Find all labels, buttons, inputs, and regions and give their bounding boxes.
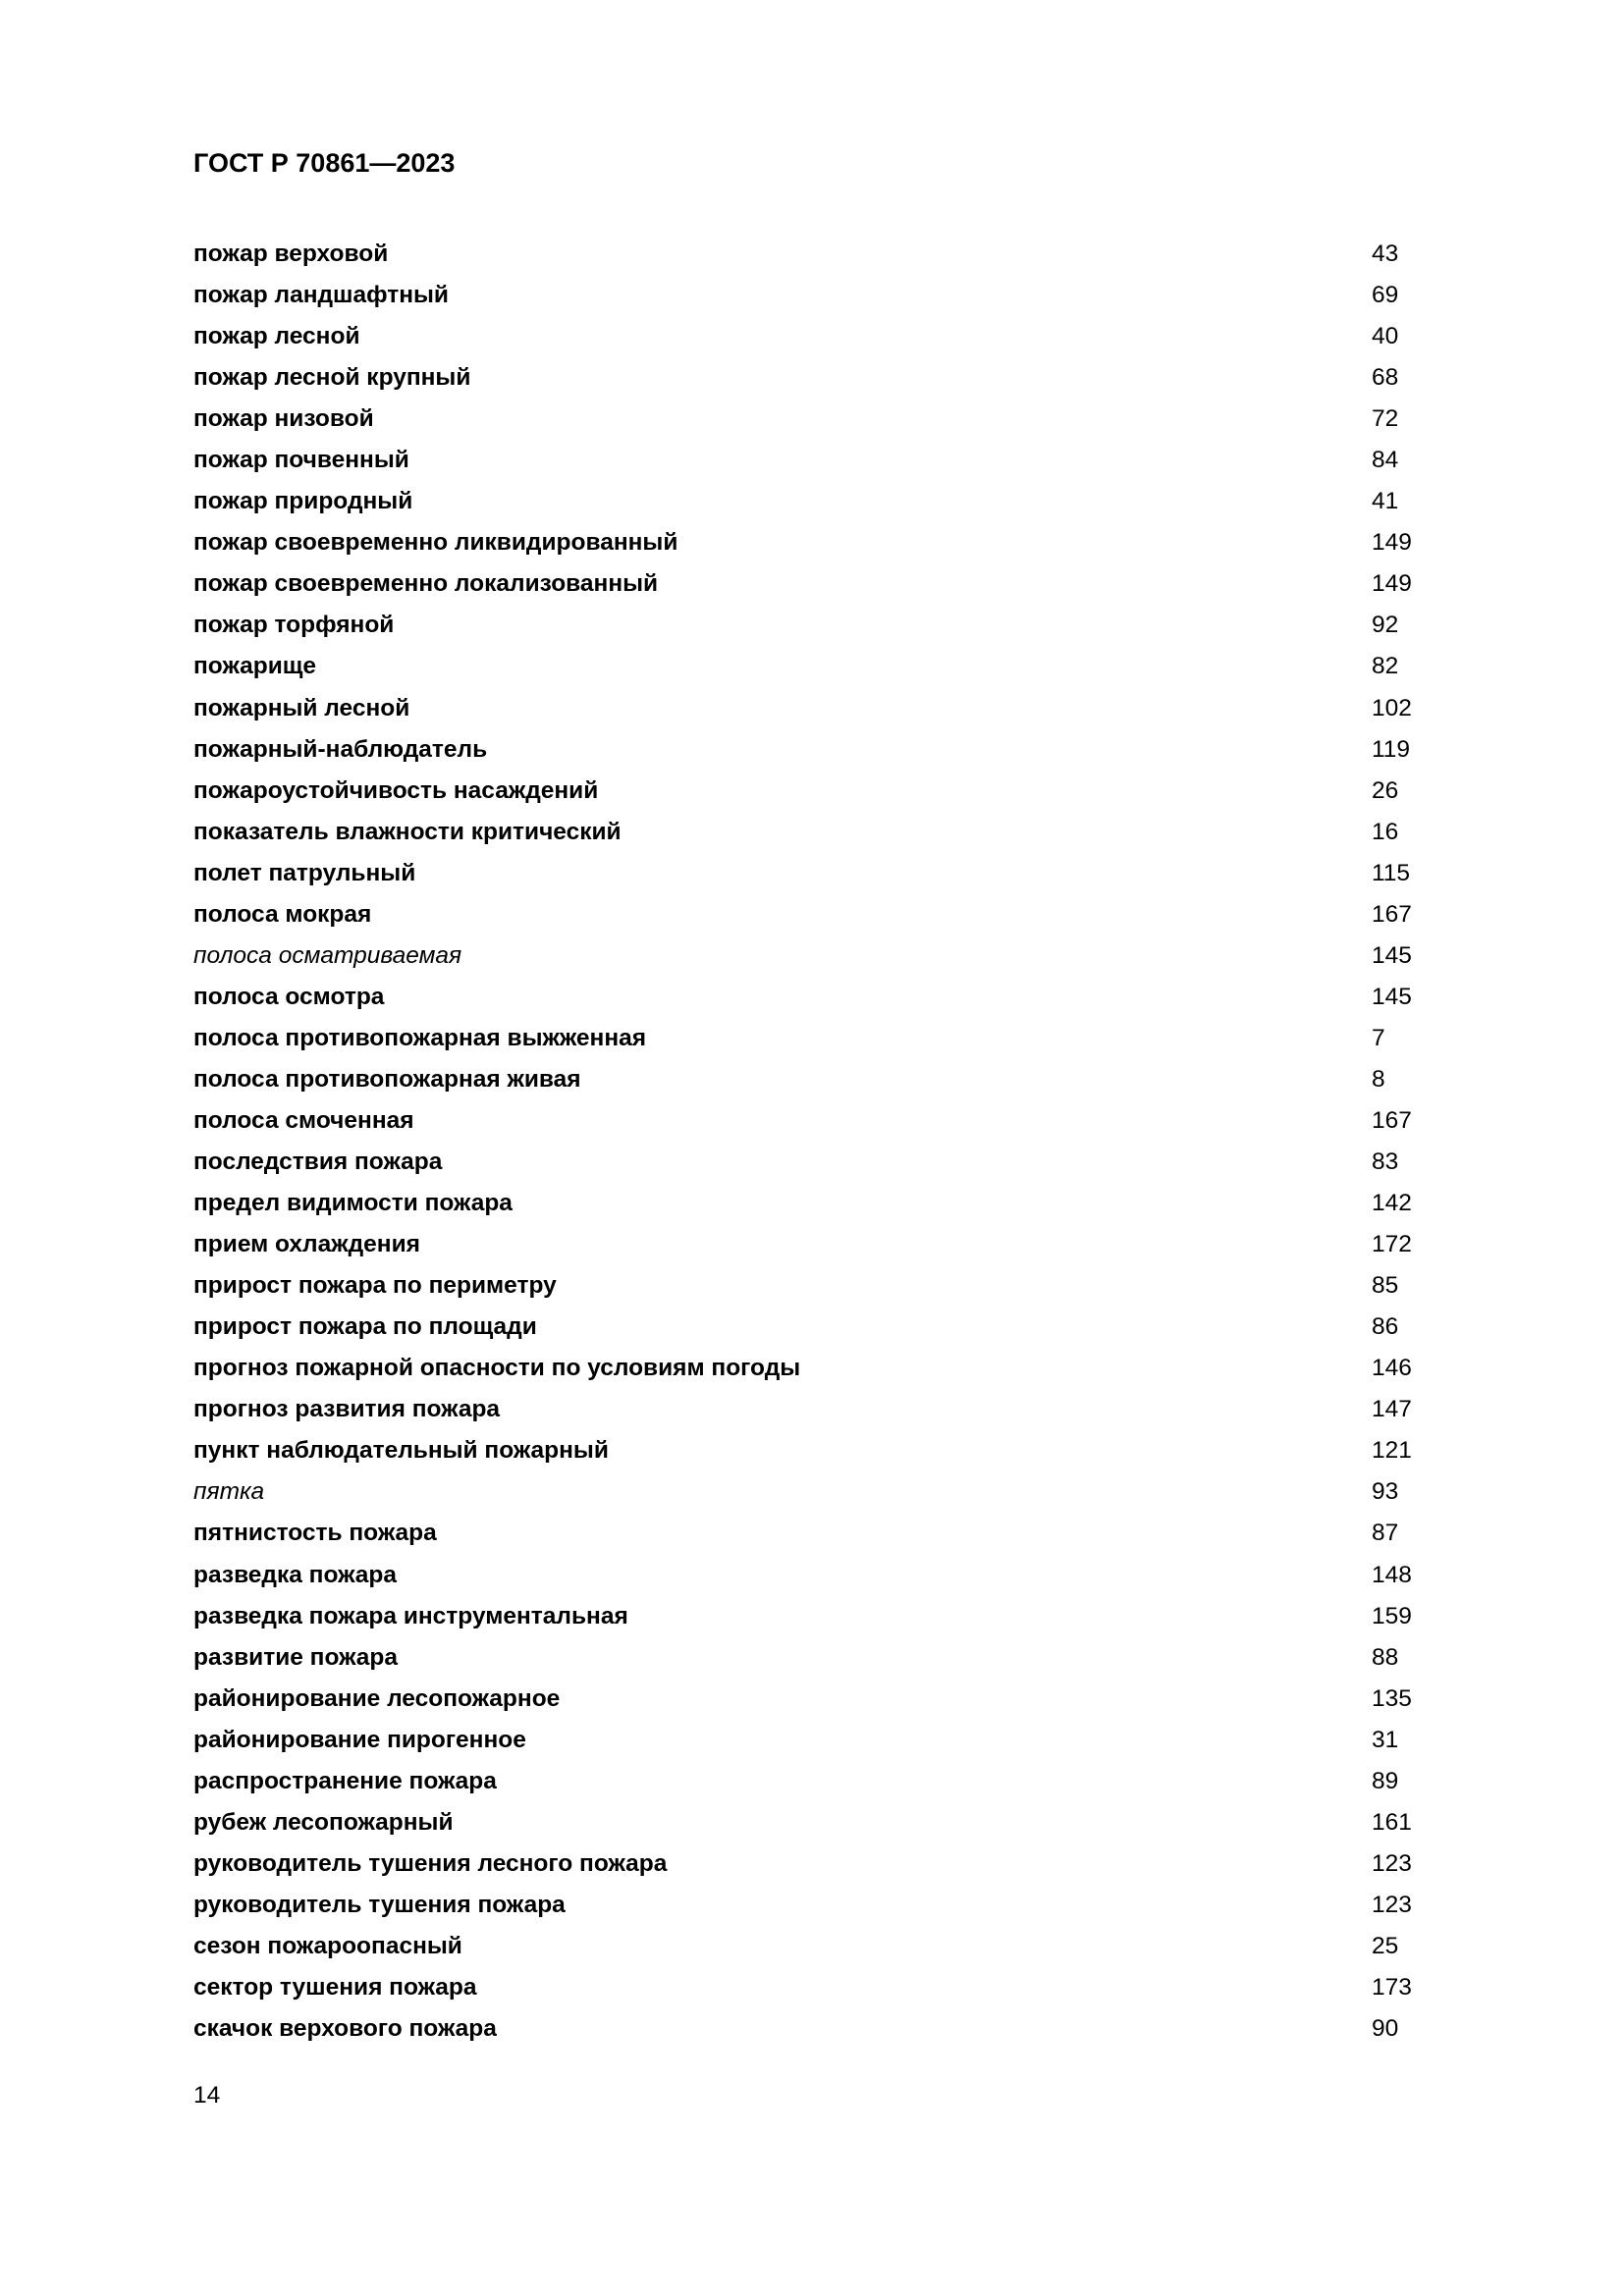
index-row xyxy=(193,935,1431,977)
index-row xyxy=(193,688,1431,729)
index-term: пожарище xyxy=(193,653,317,680)
index-row xyxy=(193,853,1431,894)
index-term-number: 85 xyxy=(1372,1272,1399,1300)
index-term: разведка пожара xyxy=(193,1561,398,1588)
index-term-number: 83 xyxy=(1372,1148,1399,1176)
index-term: последствия пожара xyxy=(193,1148,443,1176)
index-term: районирование пирогенное xyxy=(193,1726,526,1753)
index-row xyxy=(193,1018,1431,1059)
index-term-number: 90 xyxy=(1372,2015,1399,2043)
index-term-number: 148 xyxy=(1372,1561,1412,1588)
index-row xyxy=(193,605,1431,646)
index-term: сектор тушения пожара xyxy=(193,1973,477,2001)
index-term-number: 68 xyxy=(1372,364,1399,392)
index-term: прогноз пожарной опасности по условиям погоды xyxy=(193,1355,801,1382)
index-row xyxy=(193,1142,1431,1183)
index-row xyxy=(193,977,1431,1018)
index-term-number: 89 xyxy=(1372,1767,1399,1794)
index-term-number: 147 xyxy=(1372,1396,1412,1423)
index-term: пожар ландшафтный xyxy=(193,282,449,309)
index-term: предел видимости пожара xyxy=(193,1190,513,1217)
index-term: пожар своевременно локализованный xyxy=(193,570,659,598)
index-row xyxy=(193,1596,1431,1637)
index-term: сезон пожароопасный xyxy=(193,1932,462,1959)
index-row xyxy=(193,563,1431,605)
index-term-number: 145 xyxy=(1372,941,1412,969)
index-term-number: 167 xyxy=(1372,900,1412,928)
index-row xyxy=(193,1389,1431,1430)
index-row xyxy=(193,1967,1431,2008)
index-term: пожар лесной xyxy=(193,323,360,350)
index-term-number: 8 xyxy=(1372,1065,1385,1093)
index-term-number: 43 xyxy=(1372,240,1399,267)
index-term: развитие пожара xyxy=(193,1643,399,1671)
index-term-number: 119 xyxy=(1372,735,1411,763)
index-term-number: 149 xyxy=(1372,529,1412,557)
index-row xyxy=(193,812,1431,853)
index-term-number: 161 xyxy=(1372,1808,1412,1836)
index-row xyxy=(193,1513,1431,1554)
index-term-number: 102 xyxy=(1372,694,1412,721)
index-row xyxy=(193,1555,1431,1596)
index-row xyxy=(193,771,1431,812)
index-row xyxy=(193,1843,1431,1885)
index-term: разведка пожара инструментальная xyxy=(193,1602,628,1629)
index-row xyxy=(193,1224,1431,1265)
index-term-number: 69 xyxy=(1372,282,1399,309)
index-term-number: 159 xyxy=(1372,1602,1412,1629)
index-term-number: 72 xyxy=(1372,405,1399,433)
index-term: прием охлаждения xyxy=(193,1231,420,1258)
index-term-number: 142 xyxy=(1372,1190,1412,1217)
index-term: полет патрульный xyxy=(193,859,416,886)
index-term: прирост пожара по периметру xyxy=(193,1272,557,1300)
index-row xyxy=(193,1637,1431,1679)
index-row xyxy=(193,1100,1431,1142)
index-row xyxy=(193,1183,1431,1224)
index-term-number: 167 xyxy=(1372,1106,1412,1134)
index-term-number: 121 xyxy=(1372,1437,1412,1465)
index-term-number: 16 xyxy=(1372,818,1399,845)
document-header: ГОСТ Р 70861—2023 xyxy=(193,148,456,178)
index-term-number: 123 xyxy=(1372,1891,1412,1918)
index-row xyxy=(193,1471,1431,1513)
index-term-number: 173 xyxy=(1372,1973,1412,2001)
index-term-number: 7 xyxy=(1372,1024,1385,1051)
index-term: полоса противопожарная живая xyxy=(193,1065,581,1093)
index-term-number: 93 xyxy=(1372,1478,1399,1506)
index-row xyxy=(193,1885,1431,1926)
index-row xyxy=(193,1307,1431,1348)
index-term: пожар лесной крупный xyxy=(193,364,471,392)
page-number: 14 xyxy=(193,2082,221,2109)
index-term-number: 40 xyxy=(1372,323,1399,350)
index-term: показатель влажности критический xyxy=(193,818,622,845)
index-term: прогноз развития пожара xyxy=(193,1396,501,1423)
index-term: рубеж лесопожарный xyxy=(193,1808,454,1836)
index-row xyxy=(193,481,1431,522)
index-term: пожароустойчивость насаждений xyxy=(193,776,599,804)
index-row xyxy=(193,646,1431,687)
index-term-number: 135 xyxy=(1372,1684,1412,1712)
index-term: пожар почвенный xyxy=(193,447,409,474)
index-row xyxy=(193,1348,1431,1389)
index-term: полоса смоченная xyxy=(193,1106,414,1134)
index-term: полоса осмотра xyxy=(193,983,385,1010)
index-row xyxy=(193,1265,1431,1307)
index-term-number: 172 xyxy=(1372,1231,1412,1258)
index-row xyxy=(193,1430,1431,1471)
index-term-number: 146 xyxy=(1372,1355,1412,1382)
index-row xyxy=(193,522,1431,563)
index-term: скачок верхового пожара xyxy=(193,2015,497,2043)
index-row xyxy=(193,234,1431,275)
index-term: распространение пожара xyxy=(193,1767,497,1794)
index-row xyxy=(193,1802,1431,1843)
index-term-number: 82 xyxy=(1372,653,1399,680)
index-term-number: 145 xyxy=(1372,983,1412,1010)
index-term: полоса мокрая xyxy=(193,900,372,928)
index-row xyxy=(193,894,1431,935)
index-row xyxy=(193,357,1431,399)
index-term-number: 123 xyxy=(1372,1849,1412,1877)
index-term: пятнистость пожара xyxy=(193,1520,437,1547)
index-term-number: 115 xyxy=(1372,859,1411,886)
index-term-number: 84 xyxy=(1372,447,1399,474)
index-term: руководитель тушения лесного пожара xyxy=(193,1849,668,1877)
index-row xyxy=(193,275,1431,316)
index-row xyxy=(193,729,1431,771)
index-term-number: 87 xyxy=(1372,1520,1399,1547)
index-term: пожар верховой xyxy=(193,240,389,267)
index-row xyxy=(193,1720,1431,1761)
index-term-number: 31 xyxy=(1372,1726,1399,1753)
index-row xyxy=(193,440,1431,481)
index-row xyxy=(193,1679,1431,1720)
index-term-number: 88 xyxy=(1372,1643,1399,1671)
index-row xyxy=(193,1926,1431,1967)
index-term-number: 25 xyxy=(1372,1932,1399,1959)
index-term: пункт наблюдательный пожарный xyxy=(193,1437,609,1465)
index-term: пожарный лесной xyxy=(193,694,410,721)
index-term: руководитель тушения пожара xyxy=(193,1891,566,1918)
index-term: пожар торфяной xyxy=(193,612,395,639)
index-row xyxy=(193,316,1431,357)
index-term: пожар своевременно ликвидированный xyxy=(193,529,678,557)
index-term: прирост пожара по площади xyxy=(193,1313,537,1341)
index-term: пожарный-наблюдатель xyxy=(193,735,488,763)
index-row xyxy=(193,2008,1431,2050)
index-term-number: 92 xyxy=(1372,612,1399,639)
index-row xyxy=(193,399,1431,440)
index-term-number: 86 xyxy=(1372,1313,1399,1341)
index-term: пожар природный xyxy=(193,488,413,515)
index-term: пожар низовой xyxy=(193,405,374,433)
index-term: районирование лесопожарное xyxy=(193,1684,561,1712)
index-term: полоса осматриваемая xyxy=(193,941,462,969)
index-row xyxy=(193,1059,1431,1100)
index-term-number: 26 xyxy=(1372,776,1399,804)
index-term: полоса противопожарная выжженная xyxy=(193,1024,647,1051)
index-row xyxy=(193,1761,1431,1802)
index-term-number: 41 xyxy=(1372,488,1399,515)
index-term-number: 149 xyxy=(1372,570,1412,598)
index-term: пятка xyxy=(193,1478,265,1506)
term-index-list xyxy=(193,234,1431,2050)
